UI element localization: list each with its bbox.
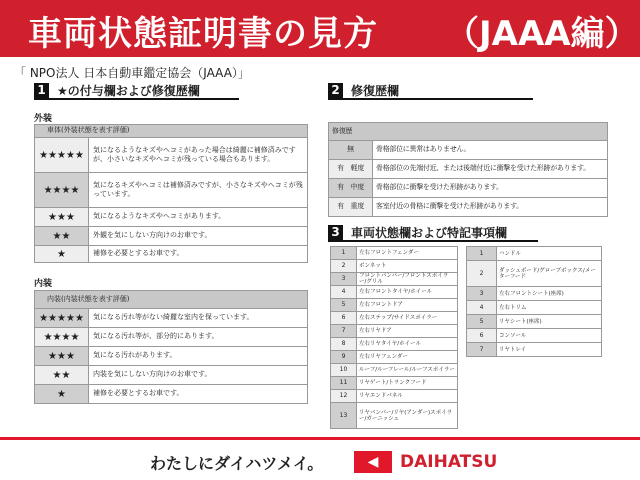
row-text: リヤシート(座席) <box>497 315 602 329</box>
row-text: 気になるようなキズやヘコミがあります。 <box>89 208 308 227</box>
table-row <box>329 160 608 179</box>
table-row <box>35 366 308 385</box>
row-key: 6 <box>467 329 497 343</box>
row-text: ハンドル <box>497 247 602 261</box>
section-number: 2 <box>328 83 343 98</box>
table-row <box>467 287 602 301</box>
table-row <box>331 286 458 299</box>
table-row <box>35 227 308 246</box>
row-key: ★★★★ <box>35 173 89 208</box>
table-row <box>331 364 458 377</box>
table-row <box>467 329 602 343</box>
row-key: 8 <box>331 338 357 351</box>
row-text: リヤバンパー/リヤ(アンダー)スポイラー/ガーニッシュ <box>357 403 458 429</box>
row-key: ★★★★★ <box>35 138 89 173</box>
section-number: 3 <box>328 225 343 240</box>
row-text: 客室付近の骨格に衝撃を受けた形跡があります。 <box>373 198 608 217</box>
table-row <box>35 385 308 404</box>
exterior-table <box>34 124 308 263</box>
row-text: 骨格部位の先端付近、または後端付近に衝撃を受けた形跡があります。 <box>373 160 608 179</box>
interior-parts-table <box>466 246 602 357</box>
row-key: 有 重度 <box>329 198 373 217</box>
interior-table <box>34 290 308 404</box>
row-key: ★★★ <box>35 208 89 227</box>
row-key: 6 <box>331 312 357 325</box>
row-text: ルーフ/ルーフレール/ルーフスポイラー <box>357 364 458 377</box>
row-text: コンソール <box>497 329 602 343</box>
page-title: 車両状態証明書の見方 <box>28 14 378 54</box>
table-row <box>329 179 608 198</box>
row-key: 10 <box>331 364 357 377</box>
table-row <box>331 403 458 429</box>
row-text: 左右リヤドア <box>357 325 458 338</box>
row-text: 気になる汚れ等がない綺麗な室内を保っています。 <box>89 309 308 328</box>
row-text: 左右トリム <box>497 301 602 315</box>
table-row <box>467 247 602 261</box>
row-key: 13 <box>331 403 357 429</box>
row-key: 11 <box>331 377 357 390</box>
row-text: リヤトレイ <box>497 343 602 357</box>
table-row <box>35 208 308 227</box>
table-row <box>35 173 308 208</box>
table-row <box>35 246 308 263</box>
row-key: 2 <box>467 261 497 287</box>
row-text: リヤエンドパネル <box>357 390 458 403</box>
row-text: 気になるキズやヘコミは補修済みですが、小さなキズやヘコミが残っています。 <box>89 173 308 208</box>
table-row <box>331 247 458 260</box>
section2-heading <box>328 82 533 100</box>
row-text: 内装を気にしない方向けのお車です。 <box>89 366 308 385</box>
table-header: 修復歴 <box>329 123 608 141</box>
row-key: 有 軽度 <box>329 160 373 179</box>
exterior-parts-table <box>330 246 458 429</box>
table-row <box>467 261 602 287</box>
row-key: 5 <box>467 315 497 329</box>
row-key: 2 <box>331 260 357 273</box>
row-text: 気になるようなキズやヘコミがあった場合は綺麗に補修済みですが、小さいなキズやヘコミが残っている場合もあります。 <box>89 138 308 173</box>
table-row <box>331 338 458 351</box>
table-row <box>331 299 458 312</box>
table-row <box>331 312 458 325</box>
row-key: 3 <box>467 287 497 301</box>
row-key: 無 <box>329 141 373 160</box>
row-key: 7 <box>467 343 497 357</box>
row-text: 骨格部位に異常はありません。 <box>373 141 608 160</box>
repair-history-table <box>328 122 608 217</box>
row-key: 3 <box>331 273 357 286</box>
section-number: 1 <box>34 83 49 98</box>
row-text: リヤゲート/トランクフード <box>357 377 458 390</box>
row-key: 9 <box>331 351 357 364</box>
table-row <box>331 351 458 364</box>
row-text: 左右フロントフェンダー <box>357 247 458 260</box>
row-key: 4 <box>467 301 497 315</box>
row-text: 左右ステップ/サイドスポイラー <box>357 312 458 325</box>
row-key: ★★ <box>35 227 89 246</box>
table-row <box>331 377 458 390</box>
row-key: ★ <box>35 246 89 263</box>
exterior-label: 外装 <box>34 114 53 124</box>
divider <box>0 437 640 440</box>
table-row <box>35 347 308 366</box>
table-row <box>331 390 458 403</box>
row-text: 左右フロントドア <box>357 299 458 312</box>
row-key: ★★★★★ <box>35 309 89 328</box>
row-text: 補修を必要とするお車です。 <box>89 385 308 404</box>
row-key: ★★ <box>35 366 89 385</box>
row-text: 気になる汚れ等が、部分的にあります。 <box>89 328 308 347</box>
row-key: 7 <box>331 325 357 338</box>
table-row <box>331 260 458 273</box>
organization: 「 NPO法人 日本自動車鑑定協会（JAAA）」 <box>14 66 250 80</box>
brand-name: DAIHATSU <box>400 452 498 472</box>
section-title: 修復歴欄 <box>351 83 400 98</box>
table-row <box>35 309 308 328</box>
row-text: 左右フロントシート(座席) <box>497 287 602 301</box>
daihatsu-logo-icon: ◀ <box>354 451 392 473</box>
section-title: ★の付与欄および修復歴欄 <box>57 83 200 98</box>
table-row <box>467 301 602 315</box>
row-text: 左右リヤフェンダー <box>357 351 458 364</box>
row-text: 外観を気にしない方向けのお車です。 <box>89 227 308 246</box>
section3-heading <box>328 224 538 242</box>
row-text: 左右リヤタイヤ/ホイール <box>357 338 458 351</box>
interior-label: 内装 <box>34 279 53 289</box>
row-text: ダッシュボード/グローブボックス/メーターフード <box>497 261 602 287</box>
row-key: 5 <box>331 299 357 312</box>
row-key: 1 <box>331 247 357 260</box>
table-row <box>467 315 602 329</box>
row-key: ★ <box>35 385 89 404</box>
table-row <box>331 273 458 286</box>
row-text: 補修を必要とするお車です。 <box>89 246 308 263</box>
row-key: 12 <box>331 390 357 403</box>
table-row <box>329 141 608 160</box>
table-row <box>329 198 608 217</box>
slogan-logo: わたしにダイハツメイ。 <box>150 454 324 473</box>
table-row <box>35 328 308 347</box>
row-key: 4 <box>331 286 357 299</box>
row-text: フロントバンパー/フロントスポイラー/グリル <box>357 273 458 286</box>
row-key: ★★★★ <box>35 328 89 347</box>
row-text: 骨格部位に衝撃を受けた形跡があります。 <box>373 179 608 198</box>
section-title: 車両状態欄および特記事項欄 <box>351 225 508 240</box>
table-header: 内装(内装状態を表す評価) <box>35 291 308 309</box>
row-text: 気になる汚れがあります。 <box>89 347 308 366</box>
title-banner <box>0 0 640 57</box>
table-header: 車体(外装状態を表す評価) <box>35 125 308 138</box>
row-text: 左右フロントタイヤ/ホイール <box>357 286 458 299</box>
table-row <box>35 138 308 173</box>
page-subtitle: （JAAA編） <box>445 14 639 54</box>
row-key: 1 <box>467 247 497 261</box>
table-row <box>467 343 602 357</box>
row-key: ★★★ <box>35 347 89 366</box>
row-key: 有 中度 <box>329 179 373 198</box>
table-row <box>331 325 458 338</box>
row-text: ボンネット <box>357 260 458 273</box>
section1-heading <box>34 82 239 100</box>
